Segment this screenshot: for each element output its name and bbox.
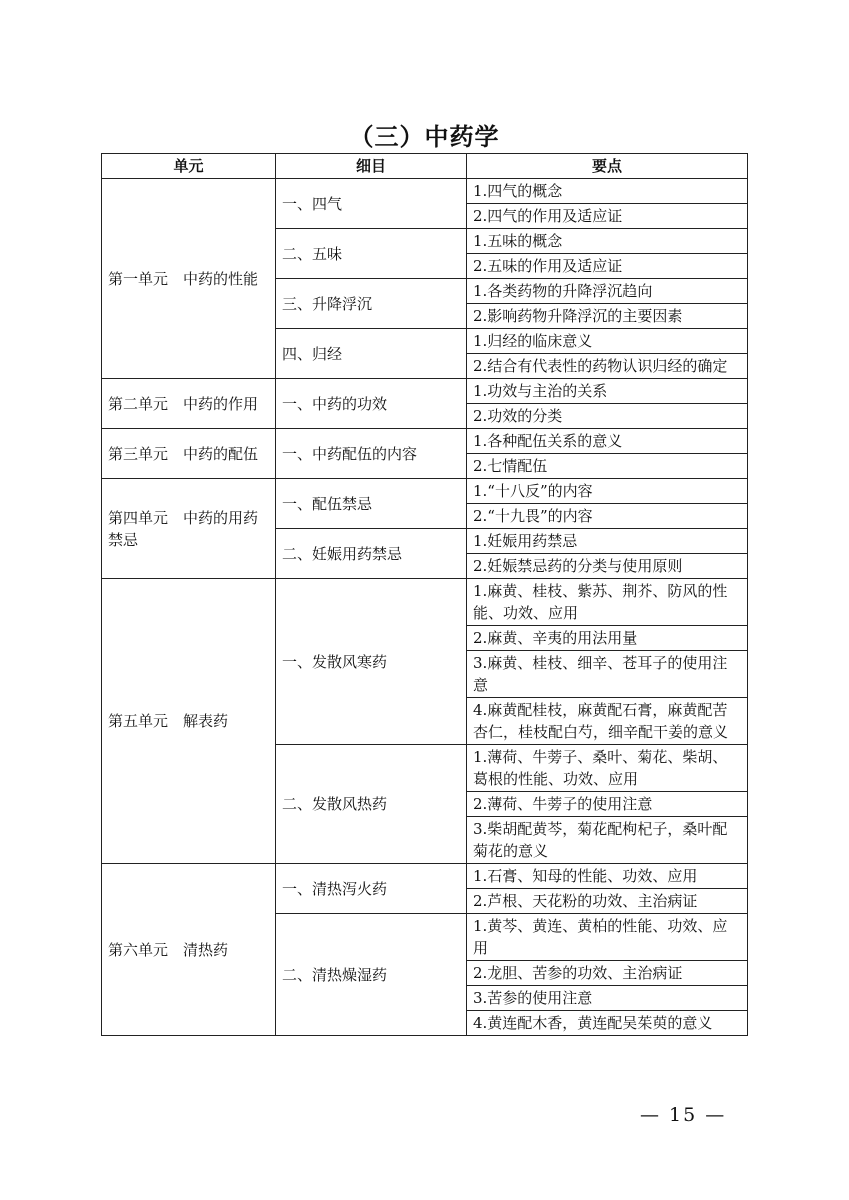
point-cell: 2.麻黄、辛夷的用法用量 (467, 626, 748, 651)
point-cell: 1.麻黄、桂枝、紫苏、荆芥、防风的性能、功效、应用 (467, 579, 748, 626)
point-cell: 2.影响药物升降浮沉的主要因素 (467, 304, 748, 329)
table-row (102, 379, 748, 404)
point-cell: 1.“十八反”的内容 (467, 479, 748, 504)
point-cell: 3.柴胡配黄芩，菊花配枸杞子，桑叶配菊花的意义 (467, 817, 748, 864)
point-cell: 2.五味的作用及适应证 (467, 254, 748, 279)
point-cell: 2.功效的分类 (467, 404, 748, 429)
unit-cell: 第二单元 中药的作用 (102, 379, 276, 429)
header-unit: 单元 (102, 154, 276, 179)
point-cell: 1.各种配伍关系的意义 (467, 429, 748, 454)
table-body (102, 179, 748, 1036)
item-cell: 一、四气 (276, 179, 467, 229)
point-cell: 2.龙胆、苦参的功效、主治病证 (467, 961, 748, 986)
unit-cell: 第五单元 解表药 (102, 579, 276, 864)
page-number: — 15 — (640, 1104, 727, 1126)
item-cell: 一、配伍禁忌 (276, 479, 467, 529)
item-cell: 四、归经 (276, 329, 467, 379)
point-cell: 1.五味的概念 (467, 229, 748, 254)
unit-cell: 第六单元 清热药 (102, 864, 276, 1036)
item-cell: 一、清热泻火药 (276, 864, 467, 914)
table-row (102, 179, 748, 204)
point-cell: 1.各类药物的升降浮沉趋向 (467, 279, 748, 304)
table-header-row (102, 154, 748, 179)
item-cell: 二、清热燥湿药 (276, 914, 467, 1036)
point-cell: 2.芦根、天花粉的功效、主治病证 (467, 889, 748, 914)
point-cell: 1.功效与主治的关系 (467, 379, 748, 404)
point-cell: 2.薄荷、牛蒡子的使用注意 (467, 792, 748, 817)
header-points: 要点 (467, 154, 748, 179)
item-cell: 二、妊娠用药禁忌 (276, 529, 467, 579)
point-cell: 1.黄芩、黄连、黄柏的性能、功效、应用 (467, 914, 748, 961)
item-cell: 一、中药的功效 (276, 379, 467, 429)
point-cell: 2.结合有代表性的药物认识归经的确定 (467, 354, 748, 379)
point-cell: 3.麻黄、桂枝、细辛、苍耳子的使用注意 (467, 651, 748, 698)
point-cell: 1.薄荷、牛蒡子、桑叶、菊花、柴胡、葛根的性能、功效、应用 (467, 745, 748, 792)
point-cell: 1.归经的临床意义 (467, 329, 748, 354)
point-cell: 1.妊娠用药禁忌 (467, 529, 748, 554)
point-cell: 2.妊娠禁忌药的分类与使用原则 (467, 554, 748, 579)
point-cell: 4.麻黄配桂枝，麻黄配石膏，麻黄配苦杏仁，桂枝配白芍，细辛配干姜的意义 (467, 698, 748, 745)
point-cell: 2.四气的作用及适应证 (467, 204, 748, 229)
point-cell: 1.石膏、知母的性能、功效、应用 (467, 864, 748, 889)
syllabus-table (101, 153, 748, 1036)
table-row (102, 579, 748, 626)
item-cell: 三、升降浮沉 (276, 279, 467, 329)
item-cell: 二、发散风热药 (276, 745, 467, 864)
unit-cell: 第四单元 中药的用药禁忌 (102, 479, 276, 579)
point-cell: 2.“十九畏”的内容 (467, 504, 748, 529)
section-title: （三）中药学 (349, 123, 500, 151)
point-cell: 1.四气的概念 (467, 179, 748, 204)
item-cell: 二、五味 (276, 229, 467, 279)
unit-cell: 第一单元 中药的性能 (102, 179, 276, 379)
header-item: 细目 (276, 154, 467, 179)
table-row (102, 479, 748, 504)
point-cell: 2.七情配伍 (467, 454, 748, 479)
item-cell: 一、发散风寒药 (276, 579, 467, 745)
table-row (102, 429, 748, 454)
table-row (102, 864, 748, 889)
item-cell: 一、中药配伍的内容 (276, 429, 467, 479)
point-cell: 4.黄连配木香，黄连配吴茱萸的意义 (467, 1011, 748, 1036)
point-cell: 3.苦参的使用注意 (467, 986, 748, 1011)
unit-cell: 第三单元 中药的配伍 (102, 429, 276, 479)
